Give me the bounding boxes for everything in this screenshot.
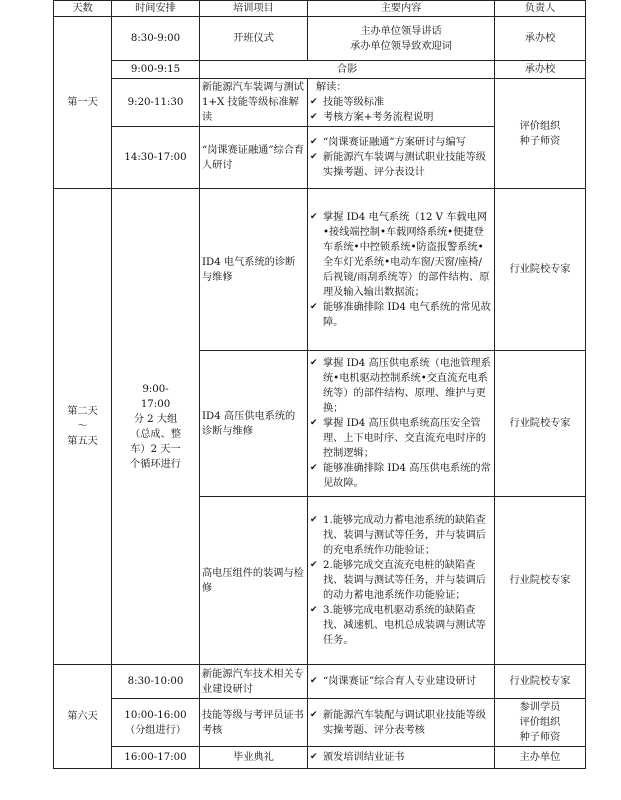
check-icon: ✔ [310,358,318,368]
header-owner: 负责人 [495,1,586,17]
bullet-item: ✔ 掌握 ID4 高压供电系统（电池管理系统•电机驱动控制系统•交直流充电系统等）的部件结构、原理、维护与更换； [310,358,491,414]
content-cell [308,351,495,497]
bullet-item: ✔ 2.能够完成交直流充电桩的缺陷查找、装调与测试等任务，并与装调后的动力蓄电池系统作功能验证； [310,560,486,601]
content-cell [308,497,495,665]
bullet-item: ✔ 掌握 ID4 电气系统（12 V 车载电网•接线端控制•车载网络系统•便捷登车系统•中控锁系统•防盗报警系统•全车灯光系统•电动车窗/天窗/座椅/后视镜/雨刮系统等）的部件结构、原理及输入输出数据流； [310,211,490,298]
bullet-item: ✔ 考核方案+考务流程说明 [310,112,434,123]
table-row [54,17,586,61]
content-line: 承办单位领导致欢迎词 [350,40,452,52]
item-cell: 新能源汽车技术相关专业建设研讨 [200,665,308,699]
item-cell: 开班仪式 [200,17,308,61]
bullet-item: ✔ 颁发培训结业证书 [310,752,405,763]
bullet-item: ✔ 新能源汽车装调与测试职业技能等级实操考题、评分表设计 [310,152,486,178]
bullet-item: ✔ 能够准确排除 ID4 高压供电系统的常见故障。 [310,463,491,489]
item-cell: 新能源汽车装调与测试 1+X 技能等级标准解读 [200,79,308,127]
bullet-item: ✔ 能够准确排除 ID4 电气系统的常见故障。 [310,301,491,328]
table-row [54,699,586,747]
check-icon: ✔ [310,112,318,122]
check-icon: ✔ [310,211,318,222]
bullet-item: ✔ 新能源汽车装配与调试职业技能等级实操考题、评分表考核 [310,709,486,736]
header-day: 天数 [54,1,112,17]
content-cell [308,747,495,769]
time-cell: 9:00-9:15 [112,61,200,79]
owner-cell: 行业院校专家 [495,189,586,351]
header-item: 培训项目 [200,1,308,17]
item-cell: “岗课赛证融通”综合育人研讨 [200,127,308,189]
bullet-item: ✔ 3.能够完成电机驱动系统的缺陷查找、减速机、电机总成装调与测试等任务。 [310,605,486,646]
content-intro: 解读： [316,82,347,93]
time-cell: 14:30-17:00 [112,127,200,189]
owner-cell: 参训学员 评价组织 种子师资 [495,699,586,747]
table-row [54,665,586,699]
time-cell: 9:20-11:30 [112,79,200,127]
bullet-item: ✔ “岗课赛证”综合育人专业建设研讨 [310,676,477,687]
content-cell [308,17,495,61]
table-row [54,189,586,351]
check-icon: ✔ [310,418,318,428]
time-cell: 8:30-10:00 [112,665,200,699]
bullet-item: ✔ 技能等级标准 [310,97,385,108]
check-icon: ✔ [310,709,318,720]
owner-cell: 行业院校专家 [495,665,586,699]
owner-cell: 评价组织 种子师资 [495,79,586,189]
time-cell: 8:30-9:00 [112,17,200,61]
training-schedule-table [53,0,586,769]
owner-cell: 行业院校专家 [495,351,586,497]
check-icon: ✔ [310,560,318,570]
check-icon: ✔ [310,463,318,473]
item-cell: 高电压组件的装调与检修 [200,497,308,665]
check-icon: ✔ [310,152,318,162]
day-label: 第一天 [54,17,112,189]
table-row [54,79,586,127]
day-label: 第二天 ～ 第五天 [54,189,112,665]
header-content: 主要内容 [308,1,495,17]
bullet-item: ✔ 掌握 ID4 高压供电系统高压安全管理、上下电时序、交直流充电时序的控制逻辑； [310,418,486,459]
check-icon: ✔ [310,97,318,107]
check-icon: ✔ [310,301,318,312]
check-icon: ✔ [310,605,318,615]
time-cell: 10:00-16:00 （分组进行） [112,699,200,747]
owner-cell: 主办单位 [495,747,586,769]
owner-cell: 行业院校专家 [495,497,586,665]
check-icon: ✔ [310,137,318,147]
content-cell: 合影 [200,61,495,79]
content-cell [308,79,495,127]
content-cell [308,665,495,699]
check-icon: ✔ [310,676,318,686]
table-row [54,61,586,79]
check-icon: ✔ [310,752,318,762]
bullet-item: ✔ “岗课赛证融通”方案研讨与编写 [310,137,466,148]
bullet-item: ✔ 1.能够完成动力蓄电池系统的缺陷查找、装调与测试等任务，并与装调后的充电系统作功能验证； [310,515,486,556]
header-time: 时间安排 [112,1,200,17]
item-cell: 技能等级与考评员证书考核 [200,699,308,747]
header-row [54,1,586,17]
content-cell [308,127,495,189]
time-cell: 16:00-17:00 [112,747,200,769]
owner-cell: 承办校 [495,17,586,61]
item-cell: ID4 高压供电系统的诊断与维修 [200,351,308,497]
content-line: 主办单位领导讲话 [360,25,442,37]
item-cell: 毕业典礼 [200,747,308,769]
day-label: 第六天 [54,665,112,769]
table-row [54,747,586,769]
item-cell: ID4 电气系统的诊断与维修 [200,189,308,351]
content-cell [308,699,495,747]
content-cell [308,189,495,351]
check-icon: ✔ [310,515,318,525]
time-cell: 9:00- 17:00 分 2 大组 （总成、整 车）2 天一 个循环进行 [112,189,200,665]
owner-cell: 承办校 [495,61,586,79]
